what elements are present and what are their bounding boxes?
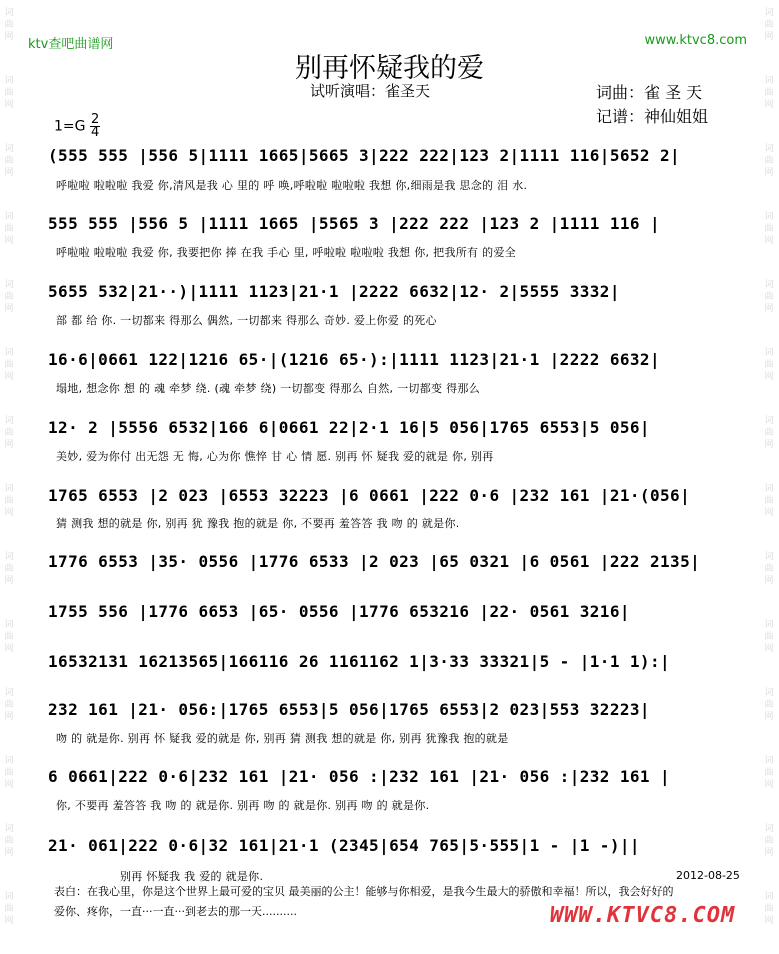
- score-notes-row-6: 1765 6553 |2 023 |6553 32223 |6 0661 |222 0·6 |232 161 |21·(056|: [48, 486, 691, 505]
- score-lyric-row-2: 呼啦啦 啦啦啦 我爱 你, 我要把你 捧 在我 手心 里, 呼啦啦 啦啦啦 我想 你, 把我所有 的爱全: [56, 246, 517, 259]
- side-watermark-char: 网: [4, 32, 14, 42]
- side-watermark-char: 词: [4, 620, 14, 630]
- score-notes-row-5: 12· 2 |5556 6532|166 6|0661 22|2·1 16|5 056|1765 6553|5 056|: [48, 418, 650, 437]
- lyricist-composer-credit: 词曲：雀 圣 天: [596, 83, 703, 102]
- side-watermark-char: 词: [764, 280, 774, 290]
- side-watermark-char: 曲: [764, 360, 774, 370]
- site-logo-text: WWW.KTVC8.COM: [550, 903, 736, 928]
- dedication-line-2: 爱你、疼你，一直···一直···到老去的那一天..........: [54, 905, 297, 918]
- score-notes-row-4: 16·6|0661 122|1216 65·|(1216 65·):|1111 1123|21·1 |2222 6632|: [48, 350, 661, 369]
- score-lyric-row-3: 部 都 给 你. 一切都来 得那么 偶然, 一切都来 得那么 奇妙. 爱上你爱 的死心: [56, 314, 437, 327]
- side-watermark-char: 曲: [4, 496, 14, 506]
- score-lyric-row-11: 你, 不要再 羞答答 我 吻 的 就是你. 别再 吻 的 就是你. 别再 吻 的 就是你.: [56, 799, 430, 812]
- side-watermark-char: 曲: [764, 904, 774, 914]
- score-lyric-row-10: 吻 的 就是你. 别再 怀 疑我 爱的就是 你, 别再 猜 测我 想的就是 你, 别再 犹豫我 抱的就是: [56, 732, 509, 745]
- side-watermark-char: 网: [764, 916, 774, 926]
- side-watermark-char: 网: [764, 168, 774, 178]
- side-watermark-char: 词: [4, 552, 14, 562]
- side-watermark-char: 词: [764, 8, 774, 18]
- score-notes-row-12: 21· 061|222 0·6|32 161|21·1 (2345|654 765|5·555|1 - |1 -)||: [48, 836, 640, 855]
- side-watermark-char: 词: [4, 756, 14, 766]
- time-signature-top: 2: [90, 112, 100, 127]
- side-watermark-char: 网: [4, 712, 14, 722]
- side-watermark-char: 网: [4, 508, 14, 518]
- side-watermark-char: 网: [764, 32, 774, 42]
- side-watermark-char: 词: [4, 144, 14, 154]
- side-watermark-char: 词: [4, 484, 14, 494]
- side-watermark-char: 曲: [764, 632, 774, 642]
- score-lyric-row-5: 美妙, 爱为你付 出无怨 无 悔, 心为你 憔悴 甘 心 情 愿. 别再 怀 疑我 爱的就是 你, 别再: [56, 450, 494, 463]
- side-watermark-char: 词: [4, 824, 14, 834]
- side-watermark-char: 曲: [764, 700, 774, 710]
- side-watermark-char: 曲: [4, 20, 14, 30]
- side-watermark-char: 词: [4, 892, 14, 902]
- score-lyric-row-6: 猜 测我 想的就是 你, 别再 犹 豫我 抱的就是 你, 不要再 羞答答 我 吻 的 就是你.: [56, 517, 460, 530]
- side-watermark-char: 曲: [4, 428, 14, 438]
- time-signature-bottom: 4: [90, 125, 100, 140]
- site-name-left[interactable]: ktv查吧曲谱网: [28, 37, 114, 52]
- score-notes-row-2: 555 555 |556 5 |1111 1665 |5565 3 |222 222 |123 2 |1111 116 |: [48, 214, 661, 233]
- side-watermark-char: 网: [764, 304, 774, 314]
- score-notes-row-8: 1755 556 |1776 6653 |65· 0556 |1776 653216 |22· 0561 3216|: [48, 602, 630, 621]
- side-watermark-char: 网: [4, 916, 14, 926]
- side-watermark-char: 曲: [764, 88, 774, 98]
- side-watermark-char: 词: [764, 688, 774, 698]
- side-watermark-char: 曲: [4, 904, 14, 914]
- site-logo-url[interactable]: [550, 903, 735, 928]
- transcription-date: 2012-08-25: [676, 869, 740, 882]
- side-watermark-char: 曲: [764, 564, 774, 574]
- side-watermark-char: 曲: [764, 428, 774, 438]
- side-watermark-char: 网: [764, 100, 774, 110]
- side-watermark-char: 曲: [4, 156, 14, 166]
- side-watermark-char: 曲: [4, 700, 14, 710]
- side-watermark-char: 词: [4, 280, 14, 290]
- score-notes-row-11: 6 0661|222 0·6|232 161 |21· 056 :|232 161 |21· 056 :|232 161 |: [48, 767, 671, 786]
- score-notes-row-1: (555 555 |556 5|1111 1665|5665 3|222 222|123 2|1111 116|5652 2|: [48, 146, 681, 165]
- score-lyric-row-12: 别再 怀疑我 我 爱的 就是你.: [120, 870, 264, 883]
- side-watermark-char: 词: [764, 892, 774, 902]
- side-watermark-char: 曲: [4, 564, 14, 574]
- side-watermark-char: 词: [4, 416, 14, 426]
- side-watermark-char: 网: [764, 712, 774, 722]
- transcriber-credit: 记谱：神仙姐姐: [596, 107, 709, 126]
- side-watermark-char: 词: [764, 552, 774, 562]
- side-watermark-char: 曲: [764, 496, 774, 506]
- side-watermark-char: 词: [764, 484, 774, 494]
- side-watermark-char: 词: [764, 76, 774, 86]
- side-watermark-char: 词: [764, 348, 774, 358]
- side-watermark-char: 网: [764, 780, 774, 790]
- side-watermark-char: 网: [764, 848, 774, 858]
- side-watermark-char: 曲: [764, 836, 774, 846]
- side-watermark-char: 词: [4, 348, 14, 358]
- side-watermark-char: 网: [4, 372, 14, 382]
- side-watermark-char: 曲: [4, 360, 14, 370]
- side-watermark-char: 网: [4, 440, 14, 450]
- side-watermark-char: 词: [4, 212, 14, 222]
- side-watermark-char: 曲: [764, 20, 774, 30]
- side-watermark-char: 网: [764, 644, 774, 654]
- score-notes-row-9: 16532131 16213565|166116 26 1161162 1|3·33 33321|5 - |1·1 1):|: [48, 652, 671, 671]
- key-label: 1=G: [54, 118, 86, 135]
- site-url-right[interactable]: www.ktvc8.com: [644, 33, 747, 48]
- side-watermark-char: 曲: [764, 224, 774, 234]
- side-watermark-char: 词: [764, 144, 774, 154]
- side-watermark-char: 词: [764, 416, 774, 426]
- score-notes-row-7: 1776 6553 |35· 0556 |1776 6533 |2 023 |65 0321 |6 0561 |222 2135|: [48, 552, 701, 571]
- side-watermark-char: 词: [4, 76, 14, 86]
- side-watermark-char: 曲: [4, 292, 14, 302]
- side-watermark-char: 曲: [4, 768, 14, 778]
- song-title: 别再怀疑我的爱: [295, 53, 484, 84]
- side-watermark-char: 网: [764, 372, 774, 382]
- side-watermark-char: 曲: [4, 224, 14, 234]
- side-watermark-char: 曲: [4, 836, 14, 846]
- side-watermark-char: 网: [4, 780, 14, 790]
- side-watermark-char: 词: [764, 756, 774, 766]
- side-watermark-char: 曲: [764, 768, 774, 778]
- side-watermark-char: 词: [4, 688, 14, 698]
- side-watermark-char: 词: [764, 212, 774, 222]
- score-lyric-row-4: 塌地, 想念你 想 的 魂 牵梦 绕. (魂 牵梦 绕) 一切都变 得那么 自然, 一切都变 得那么: [56, 382, 481, 395]
- side-watermark-char: 网: [764, 440, 774, 450]
- side-watermark-char: 曲: [764, 156, 774, 166]
- score-notes-row-10: 232 161 |21· 056:|1765 6553|5 056|1765 6553|2 023|553 32223|: [48, 700, 650, 719]
- side-watermark-char: 网: [4, 168, 14, 178]
- side-watermark-char: 曲: [4, 632, 14, 642]
- side-watermark-char: 网: [4, 304, 14, 314]
- side-watermark-char: 曲: [4, 88, 14, 98]
- side-watermark-char: 曲: [764, 292, 774, 302]
- side-watermark-char: 网: [4, 236, 14, 246]
- side-watermark-char: 网: [764, 236, 774, 246]
- side-watermark-char: 网: [4, 848, 14, 858]
- side-watermark-char: 网: [764, 508, 774, 518]
- score-notes-row-3: 5655 532|21··)|1111 1123|21·1 |2222 6632|12· 2|5555 3332|: [48, 282, 620, 301]
- side-watermark-char: 网: [4, 576, 14, 586]
- side-watermark-char: 词: [764, 620, 774, 630]
- key-signature: [54, 114, 100, 139]
- side-watermark-char: 网: [764, 576, 774, 586]
- side-watermark-char: 网: [4, 644, 14, 654]
- time-signature: [90, 114, 100, 139]
- score-lyric-row-1: 呼啦啦 啦啦啦 我爱 你,清风是我 心 里的 呼 唤,呼啦啦 啦啦啦 我想 你,细雨是我 思念的 泪 水.: [56, 179, 528, 192]
- side-watermark-char: 网: [4, 100, 14, 110]
- side-watermark-char: 词: [4, 8, 14, 18]
- dedication-line-1: 表白：在我心里，你是这个世界上最可爱的宝贝 最美丽的公主！能够与你相爱，是我今生最大的骄傲和幸福！所以，我会好好的: [54, 885, 674, 898]
- singer-credit: 试听演唱：雀圣天: [310, 82, 431, 100]
- side-watermark-char: 词: [764, 824, 774, 834]
